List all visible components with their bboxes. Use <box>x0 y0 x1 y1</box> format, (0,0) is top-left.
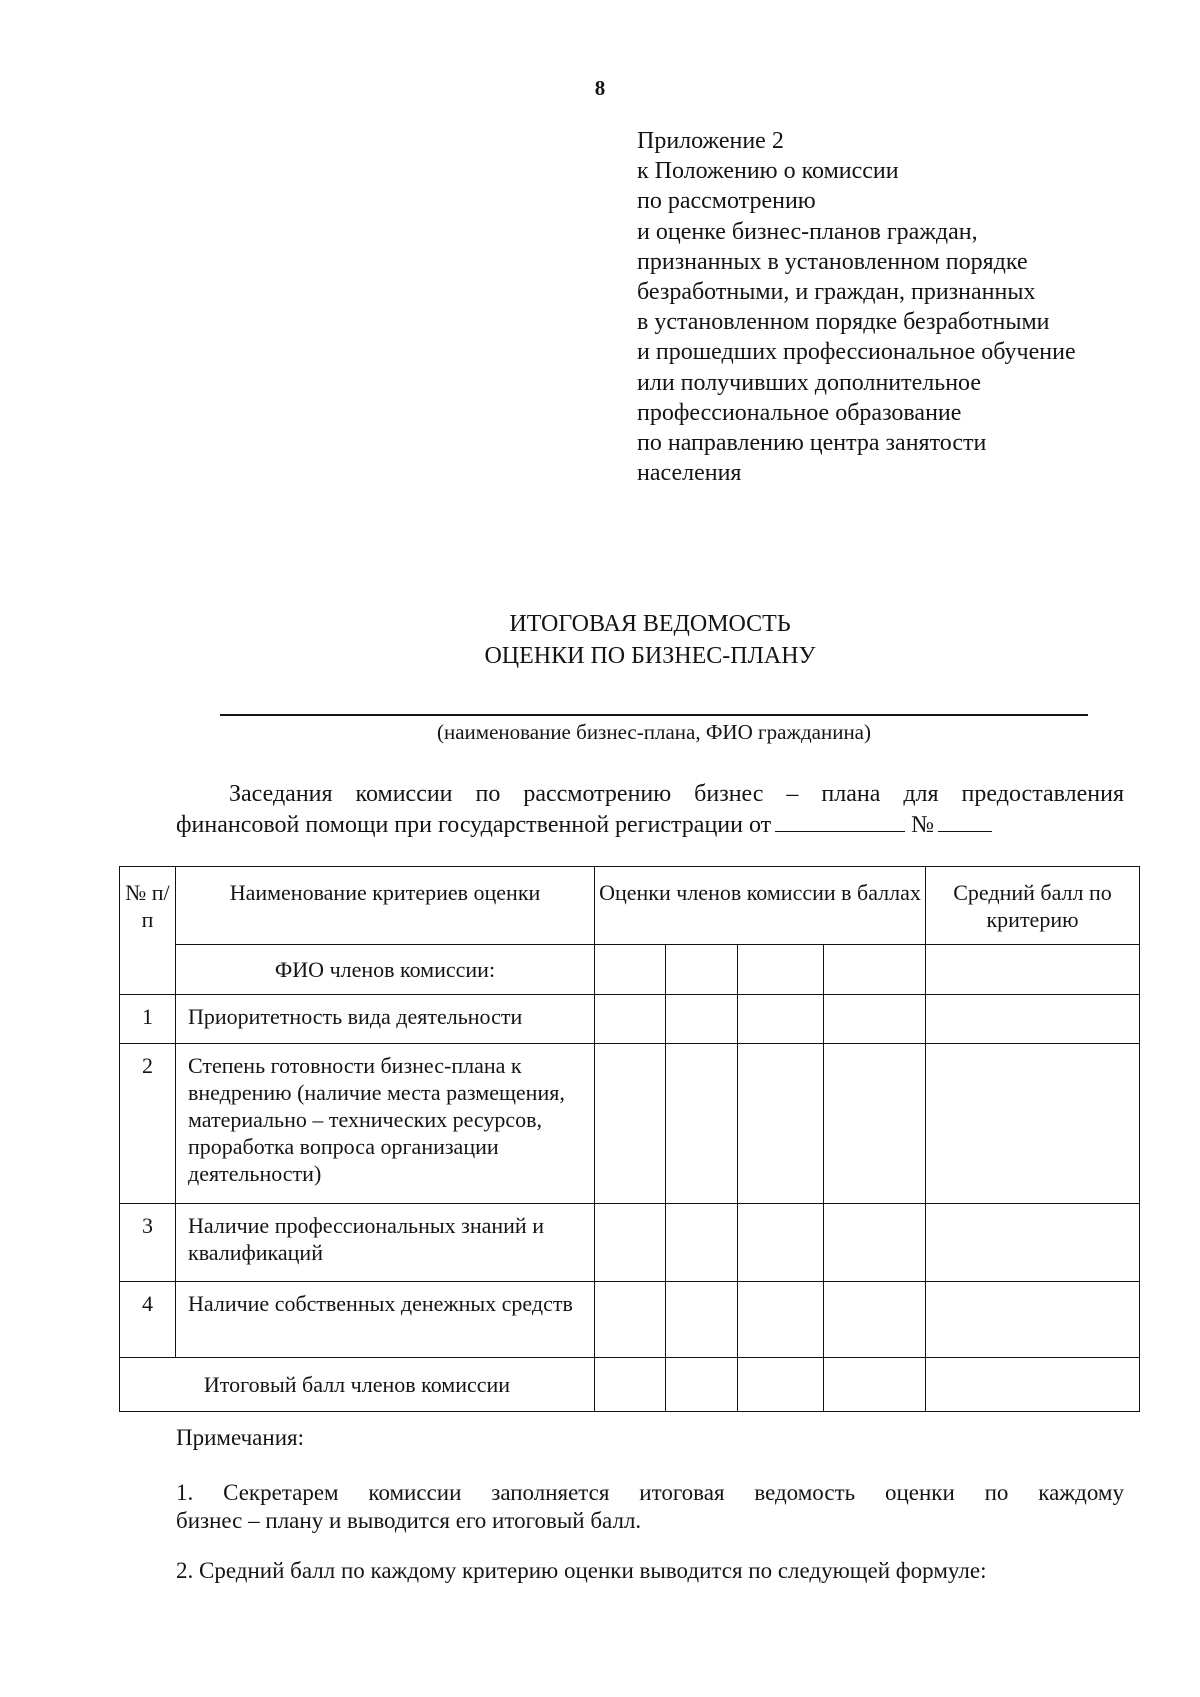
member-name-cell[interactable] <box>738 945 824 995</box>
total-row <box>120 1358 1140 1412</box>
member-name-cell[interactable] <box>824 945 926 995</box>
table-row <box>120 995 1140 1044</box>
appendix-line: по направлению центра занятости <box>637 430 987 457</box>
appendix-line: профессиональное образование <box>637 399 962 426</box>
appendix-line: по рассмотрению <box>637 188 816 215</box>
score-cell[interactable] <box>738 1044 824 1204</box>
appendix-line: или получивших дополнительное <box>637 369 981 396</box>
note1-line2: бизнес – плану и выводится его итоговый балл. <box>176 1508 642 1533</box>
appendix-block <box>637 126 1157 488</box>
note2: 2. Средний балл по каждому критерию оценки выводится по следующей формуле: <box>176 1558 987 1583</box>
appendix-line: и оценке бизнес-планов граждан, <box>637 218 978 245</box>
session-number-sign: № <box>911 812 935 838</box>
table-row <box>120 1044 1140 1204</box>
notes-section <box>176 1424 1124 1585</box>
header-criteria: Наименование критериев оценки <box>176 867 595 945</box>
total-score-cell[interactable] <box>666 1358 738 1412</box>
table-row <box>120 1204 1140 1282</box>
session-paragraph <box>176 779 1124 840</box>
business-plan-name-caption: (наименование бизнес-плана, ФИО гражданина) <box>436 720 871 744</box>
criterion-name: Приоритетность вида деятельности <box>176 995 595 1044</box>
total-average-cell <box>926 1358 1140 1412</box>
score-cell[interactable] <box>595 1204 666 1282</box>
member-name-cell[interactable] <box>595 945 666 995</box>
header-scores: Оценки членов комиссии в баллах <box>595 867 926 945</box>
appendix-line: безработными, и граждан, признанных <box>637 279 1036 306</box>
appendix-line: Приложение 2 <box>637 128 784 154</box>
score-cell[interactable] <box>666 1204 738 1282</box>
score-cell[interactable] <box>666 1282 738 1358</box>
page-number: 8 <box>594 76 606 100</box>
total-score-label: Итоговый балл членов комиссии <box>120 1358 595 1412</box>
score-cell[interactable] <box>595 1044 666 1204</box>
score-cell[interactable] <box>824 1204 926 1282</box>
row-number: 3 <box>120 1204 176 1282</box>
session-number-blank[interactable] <box>938 809 992 832</box>
notes-title: Примечания: <box>176 1425 304 1450</box>
document-title-line1: ИТОГОВАЯ ВЕДОМОСТЬ <box>509 611 791 637</box>
criterion-name: Наличие профессиональных знаний и квалификаций <box>176 1204 595 1282</box>
score-cell[interactable] <box>824 1044 926 1204</box>
appendix-line: признанных в установленном порядке <box>637 248 1028 275</box>
score-cell[interactable] <box>824 995 926 1044</box>
document-title-line2: ОЦЕНКИ ПО БИЗНЕС-ПЛАНУ <box>484 643 816 669</box>
appendix-line: к Положению о комиссии <box>637 158 899 185</box>
score-cell[interactable] <box>666 1044 738 1204</box>
row-number: 4 <box>120 1282 176 1358</box>
session-date-blank[interactable] <box>775 809 905 832</box>
score-cell[interactable] <box>595 1282 666 1358</box>
session-line2 <box>176 809 1124 840</box>
header-num: № п/п <box>120 867 176 995</box>
average-cell[interactable] <box>926 1044 1140 1204</box>
average-empty-cell <box>926 945 1140 995</box>
average-cell[interactable] <box>926 995 1140 1044</box>
row-number: 1 <box>120 995 176 1044</box>
note1-line1: 1. Секретарем комиссии заполняется итоговая ведомость оценки по каждому <box>176 1480 1124 1505</box>
criterion-name: Наличие собственных денежных средств <box>176 1282 595 1358</box>
score-cell[interactable] <box>738 995 824 1044</box>
session-line1: Заседания комиссии по рассмотрению бизнес – плана для предоставления <box>229 781 1124 807</box>
average-cell[interactable] <box>926 1204 1140 1282</box>
fio-members-label: ФИО членов комиссии: <box>176 945 595 995</box>
score-cell[interactable] <box>666 995 738 1044</box>
score-cell[interactable] <box>738 1204 824 1282</box>
total-score-cell[interactable] <box>595 1358 666 1412</box>
score-cell[interactable] <box>824 1282 926 1358</box>
session-line2-text: финансовой помощи при государственной регистрации от <box>176 812 772 838</box>
table-row <box>120 1282 1140 1358</box>
score-cell[interactable] <box>738 1282 824 1358</box>
average-cell[interactable] <box>926 1282 1140 1358</box>
appendix-line: и прошедших профессиональное обучение <box>637 339 1076 366</box>
score-cell[interactable] <box>595 995 666 1044</box>
score-table <box>119 866 1140 1412</box>
business-plan-name-line[interactable] <box>220 714 1088 716</box>
total-score-cell[interactable] <box>824 1358 926 1412</box>
member-name-cell[interactable] <box>666 945 738 995</box>
criterion-name: Степень готовности бизнес-плана к внедрению (наличие места размещения, материально – технических ресурсов, проработка вопроса организации деятельности) <box>176 1044 595 1204</box>
row-number: 2 <box>120 1044 176 1204</box>
appendix-line: населения <box>637 460 742 487</box>
document-title <box>0 608 1200 672</box>
header-average: Средний балл по критерию <box>926 867 1140 945</box>
appendix-line: в установленном порядке безработными <box>637 309 1050 336</box>
total-score-cell[interactable] <box>738 1358 824 1412</box>
